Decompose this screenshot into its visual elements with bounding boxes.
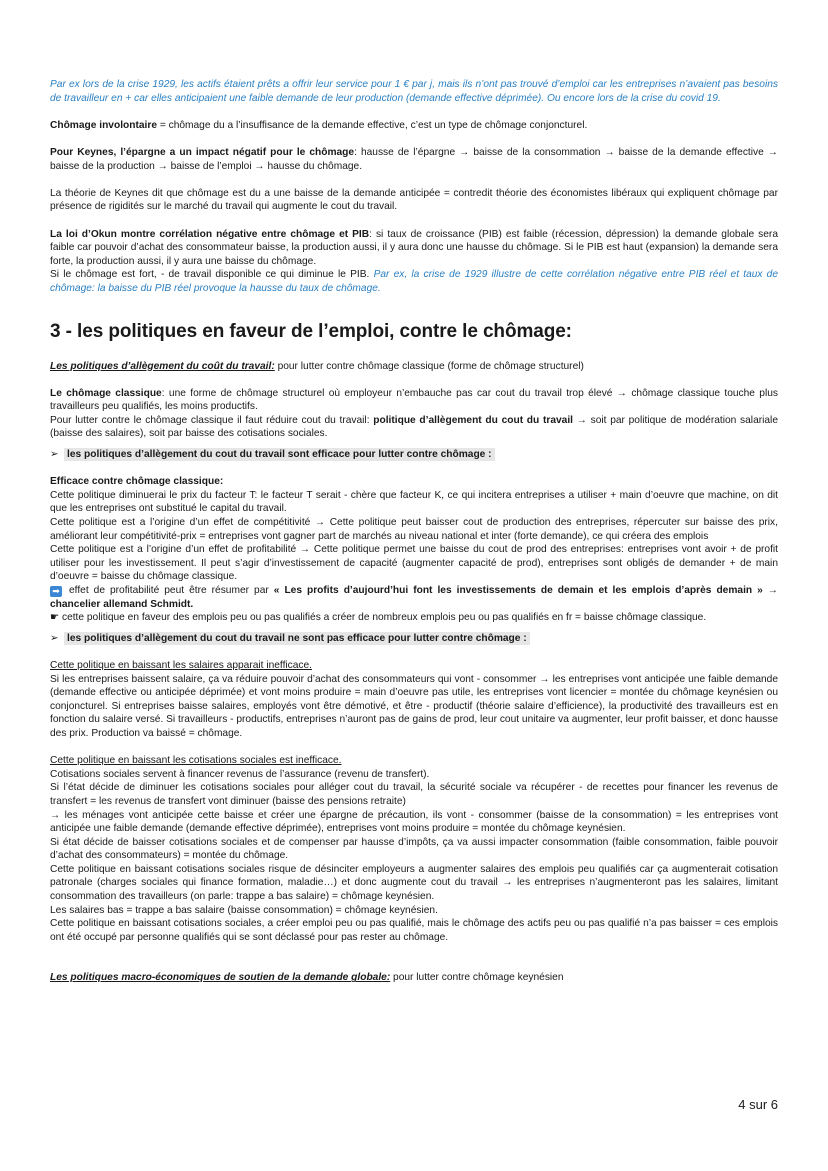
low-skill-jobs-paragraph — [50, 611, 778, 625]
section-3-heading: 3 - les politiques en faveur de l’emploi, contre le chômage: — [50, 320, 572, 342]
involuntary-unemployment-definition: = chômage du a l’insuffisance de la demande effective, c’est un type de chômage conjoncturel. — [156, 119, 588, 131]
demand-support-purpose: pour lutter contre chômage keynésien — [390, 972, 564, 984]
keynes-theory-paragraph: La théorie de Keynes dit que chômage est du a une baisse de la demande anticipée = contredit théorie des économistes libéraux qui expliquent chômage par présence de rigidités sur le marché du travail qui augmente le cout du travail. — [50, 187, 778, 213]
efficient-banner — [50, 448, 778, 462]
reduce-labor-cost-term: politique d’allègement du cout du travail — [373, 414, 573, 426]
wage-cut-heading-text: Cette politique en baissant les salaires apparait inefficace. — [50, 659, 313, 671]
wage-cut-paragraph: Si les entreprises baissent salaire, ça va réduire pouvoir d’achat des consommateurs qui vont - consommer → les entreprises vont anticipée une faible demande (demande effective ou anticipée déprimée) et vont moins produire = main d’oeuvre pas utile, les entreprises vont licencier = montée du chômage keynésien ou conjoncturel. Si entreprises baisse salaires, employés vont être démotivé, et être - productif (théorie salaire d’efficience), la productivité des travailleurs est en fonction du salaire versé. Si travailleurs - productifs, entreprises n’auront pas de gains de prod, leur cout unitaire va augmenter, leur profit baisser, et donc hausse des prix. Production va baissé = chômage. — [50, 673, 778, 739]
tax-compensation-paragraph: Si état décide de baisser cotisations sociales et de compenser par hausse d’impôts, ça va aussi impacter consommation (faible consommation, faible pouvoir d’achat des consommateurs) = montée du chômage. — [50, 836, 778, 862]
labor-cost-heading: Les politiques d’allègement du coût du travail: — [50, 360, 275, 372]
contributions-heading-text: Cette politique en baissant les cotisations sociales est inefficace. — [50, 755, 342, 767]
okun-law-paragraph — [50, 228, 778, 269]
arrow-bullet-icon: ➢ — [50, 632, 59, 644]
inefficient-banner — [50, 632, 778, 646]
demand-support-heading: Les politiques macro-économiques de soutien de la demande globale: — [50, 972, 391, 984]
profitability-paragraph: Cette politique est a l’origine d’un effet de profitabilité → Cette politique permet une baisse du cout de prod des entreprises: entreprises vont avoir + de profit utiliser pour les investissement. Il peut s’agir d’investissement de capacité (augmenter capacité de prod), entreprises sont obligés de demander + de main d’oeuvre = baisse du chômage classique. — [50, 544, 778, 583]
right-arrow-icon: ➡ — [50, 586, 62, 597]
document-body — [50, 78, 778, 985]
involuntary-unemployment-paragraph — [50, 119, 778, 133]
demand-support-subsection — [50, 971, 778, 985]
competitiveness-paragraph: Cette politique est a l’origine d’un effet de compétitivité → Cette politique peut baisser cout de production des entreprises, répercuter sur baisse des prix, améliorant leur compétitivité-prix = entreprises vont gagner part de marchés au niveau national et inter (forte demande), ce qui créera des emplois — [50, 517, 778, 542]
contributions-purpose-paragraph: Cotisations sociales servent à financer revenus de l’assurance (revenu de transfert). — [50, 768, 430, 780]
reduce-labor-cost-means: → soit par politique de modération salariale (baisse des salaires), soit par baisse des cotisations sociales. — [50, 414, 778, 440]
labor-cost-subsection — [50, 360, 778, 374]
labor-cost-purpose: pour lutter contre chômage classique (forme de chômage structurel) — [274, 360, 584, 372]
efficient-banner-text: les politiques d’allègement du cout du travail sont efficace pour lutter contre chômage : — [64, 448, 495, 461]
example-1929-paragraph: Par ex lors de la crise 1929, les actifs étaient prêts a offrir leur service pour 1 € par j, mais ils n’ont pas trouvé d’emploi car les entreprises n’avaient pas besoins de travailleur en + car elles anticipaient une faible demande de leur production (demande effective déprimée). Ou encore lors de la crise du covid 19. — [50, 79, 778, 104]
arrow-bullet-icon: ➢ — [50, 449, 59, 461]
schmidt-quote: « Les profits d’aujourd’hui font les investissements de demain et les emplois d’après demain » → chancelier allemand Schmidt. — [50, 585, 778, 610]
reduce-labor-cost-paragraph — [50, 414, 778, 441]
keynes-savings-chain: : hausse de l’épargne → baisse de la consommation → baisse de la demande effective → baisse de la production → baisse de l’emploi → hausse du chômage. — [50, 146, 778, 172]
okun-example-blue: Par ex, la crise de 1929 illustre de cette corrélation négative entre PIB réel et taux de chômage: la baisse du PIB réel provoque la hausse du taux de chômage. — [50, 269, 779, 294]
pointing-hand-icon: ☛ — [50, 612, 60, 624]
inefficient-banner-text: les politiques d’allègement du cout du travail ne sont pas efficace pour lutter contre chômage : — [64, 632, 530, 645]
classic-unemployment-definition: : une forme de chômage structurel où employeur n’embauche pas car cout du travail trop élevé → chômage classique touche plus travailleurs peu qualifiés, les moins productifs. — [50, 387, 778, 413]
involuntary-unemployment-term: Chômage involontaire — [50, 119, 157, 131]
schmidt-quote-paragraph — [50, 584, 778, 611]
keynes-savings-paragraph — [50, 146, 778, 173]
okun-example-paragraph — [50, 268, 778, 295]
contributions-state-paragraph: Si l’état décide de diminuer les cotisations sociales pour alléger cout du travail, la sécurité sociale va récupérer - de recettes pour financer les revenus de transfert = les revenus de transfert vont diminuer (baisse des pensions retraite) — [50, 782, 778, 807]
classic-unemployment-term: Le chômage classique — [50, 387, 162, 399]
okun-example-plain: Si le chômage est fort, - de travail disponible ce qui diminue le PIB. — [50, 269, 374, 281]
precaution-savings-paragraph: → les ménages vont anticipée cette baisse et créer une épargne de précaution, ils vont - consommer (baisse de la consommation) = les entreprises vont anticipée une faible demande (demande effective déprimée), entreprises vont moins produire = montée du chômage keynésien. — [50, 809, 778, 835]
okun-law-explanation: : si taux de croissance (PIB) est faible (récession, dépression) la demande globale sera faible car pouvoir d’achat des consommateur baisse, la production aussi, il y aura donc une hausse du chômage. Si le PIB est haut (expansion) la demande sera forte, la production aussi, il y aura une baisse du chômage. — [50, 228, 778, 267]
contributions-heading — [50, 754, 778, 768]
downgrading-paragraph: Cette politique en baissant cotisations sociales, a créer emploi peu ou pas qualifié, mais le chômage des actifs peu ou pas qualifié n’a pas baisser = ces emplois ont été occupé par personne qualifiés qui se sont déclassé pour pas rester au chômage. — [50, 918, 778, 943]
low-wage-summary-paragraph: Les salaires bas = trappe a bas salaire (baisse consommation) = chômage keynésien. — [50, 904, 438, 916]
efficient-heading — [50, 475, 778, 489]
efficient-heading-text: Efficace contre chômage classique: — [50, 476, 224, 488]
wage-cut-heading — [50, 659, 778, 673]
page-number: 4 sur 6 — [738, 1097, 778, 1112]
reduce-labor-cost-intro: Pour lutter contre le chômage classique il faut réduire cout du travail: — [50, 414, 374, 426]
okun-law-term: La loi d’Okun montre corrélation négative entre chômage et PIB — [50, 228, 370, 240]
low-wage-trap-paragraph: Cette politique en baissant cotisations sociales risque de désinciter employeurs a augmenter salaires des emplois peu qualifiés car ça augmenterait cotisation patronale (charges sociales qui finance formation, maladie…) et donc augmente cout du travail → les entreprises n’augmenteront pas les salaires, limitant consommation des travailleurs (on parle: trappe a bas salaire) = chômage keynésien. — [50, 863, 778, 903]
classic-unemployment-paragraph — [50, 387, 778, 414]
factor-price-paragraph: Cette politique diminuerai le prix du facteur T: le facteur T serait - chère que facteur K, ce qui incitera entreprises a utiliser + main d’oeuvre que machine, on dit que les entreprises ont substitué le capital du travail. — [50, 489, 778, 515]
schmidt-intro: effet de profitabilité peut être résumer par — [64, 585, 274, 596]
keynes-savings-term: Pour Keynes, l’épargne a un impact négatif pour le chômage — [50, 146, 355, 158]
low-skill-jobs-text: cette politique en faveur des emplois peu ou pas qualifiés a créer de nombreux emplois peu ou pas qualifiés en fr = baisse chômage classique. — [59, 612, 707, 624]
